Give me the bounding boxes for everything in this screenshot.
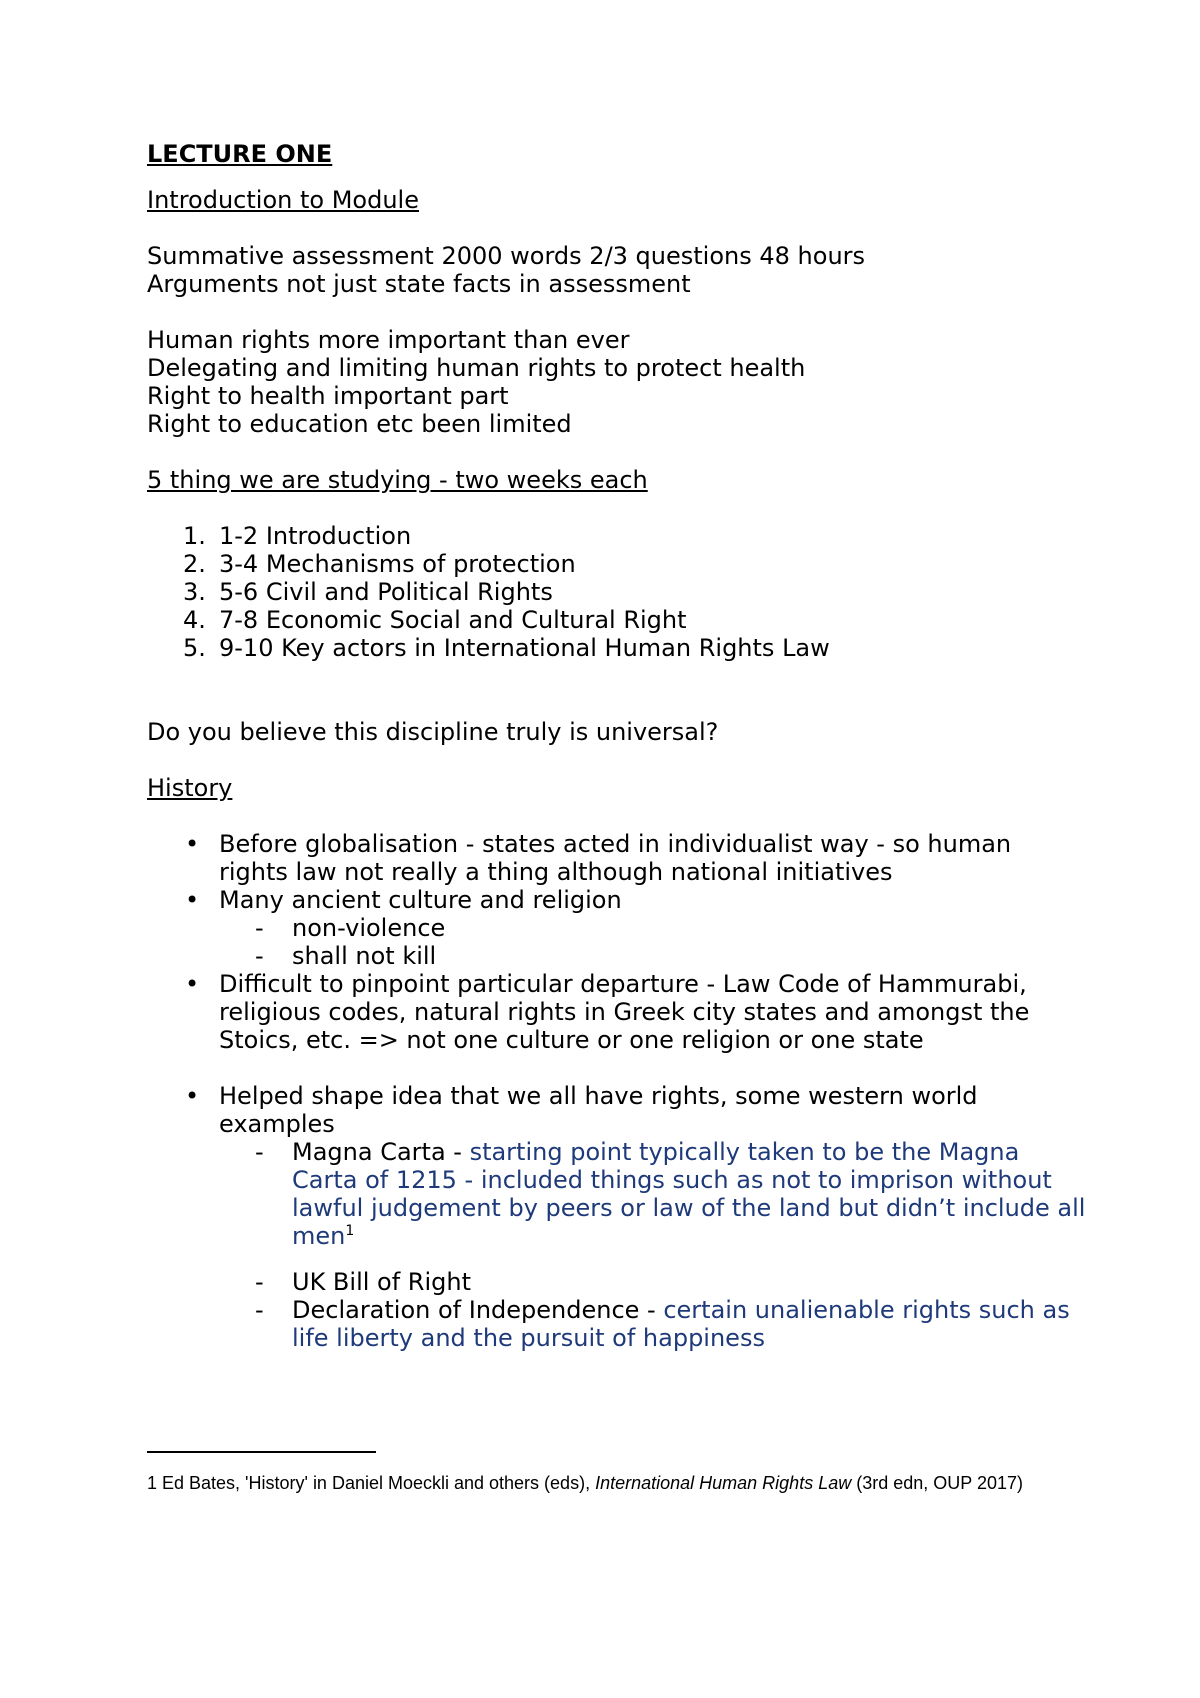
list-text: 5-6 Civil and Political Rights (219, 578, 553, 606)
lecture-title: LECTURE ONE (147, 140, 333, 168)
list-item (147, 522, 1087, 550)
bullet-icon: • (185, 1082, 200, 1110)
list-text: 9-10 Key actors in International Human Rights Law (219, 634, 830, 662)
magna-label: Magna Carta - (292, 1138, 470, 1166)
list-number: 2. (183, 550, 206, 578)
history-bullet-3: Difficult to pinpoint particular departure - Law Code of Hammurabi, religious codes, natural rights in Greek city states and amongst the Stoics, etc. => not one culture or one religion or one state (219, 970, 1030, 1054)
list-text: 3-4 Mechanisms of protection (219, 550, 576, 578)
list-item (147, 578, 1087, 606)
list-item (147, 634, 1087, 662)
assessment-line-2: Arguments not just state facts in assessment (147, 270, 691, 298)
dash-icon: - (255, 1268, 264, 1296)
sub-list (219, 914, 1087, 970)
dash-icon: - (255, 1296, 264, 1324)
list-number: 4. (183, 606, 206, 634)
footnote-book-title: International Human Rights Law (595, 1473, 852, 1493)
context-line-3: Right to health important part (147, 382, 509, 410)
bullet-icon: • (185, 970, 200, 998)
studying-heading: 5 thing we are studying - two weeks each (147, 466, 648, 494)
context-line-1: Human rights more important than ever (147, 326, 630, 354)
context-line-2: Delegating and limiting human rights to protect health (147, 354, 806, 382)
list-item (147, 606, 1087, 634)
bill-of-right: UK Bill of Right (292, 1268, 471, 1296)
list-number: 3. (183, 578, 206, 606)
dash-icon: - (255, 1138, 264, 1166)
list-number: 5. (183, 634, 206, 662)
list-text: 7-8 Economic Social and Cultural Right (219, 606, 687, 634)
footnote-ref[interactable]: 1 (345, 1223, 355, 1239)
list-item (147, 886, 1087, 970)
examples-list-2 (219, 1268, 1087, 1352)
assessment-line-1: Summative assessment 2000 words 2/3 questions 48 hours (147, 242, 866, 270)
universal-question: Do you believe this discipline truly is universal? (147, 718, 719, 746)
module-subtitle: Introduction to Module (147, 186, 419, 214)
dash-icon: - (255, 914, 264, 942)
list-item (147, 550, 1087, 578)
footnote-separator (147, 1451, 376, 1453)
history-list (147, 830, 1087, 1054)
footnote-text-pre: 1 Ed Bates, 'History' in Daniel Moeckli and others (eds), (147, 1473, 596, 1493)
list-text: 1-2 Introduction (219, 522, 412, 550)
sub-item: non-violence (292, 914, 446, 942)
list-item (219, 1138, 1087, 1250)
bullet-icon: • (185, 886, 200, 914)
magna-detail: starting point typically taken to be the Magna Carta of 1215 - included things such as not to imprison without lawful judgement by peers or law of the land but didn’t include all men (292, 1138, 1086, 1250)
list-item (219, 1268, 1087, 1296)
history-heading: History (147, 774, 233, 802)
footnote-text-post: (3rd edn, OUP 2017) (851, 1473, 1023, 1493)
list-item (219, 1296, 1087, 1352)
document-page (147, 140, 1087, 1352)
list-item (219, 914, 1087, 942)
list-item (147, 830, 1087, 886)
history-bullet-4: Helped shape idea that we all have rights, some western world examples (219, 1082, 978, 1138)
declaration-detail: certain unalienable rights such as life liberty and the pursuit of happiness (292, 1296, 1070, 1352)
context-line-4: Right to education etc been limited (147, 410, 572, 438)
history-list-2 (147, 1082, 1087, 1352)
examples-list (219, 1138, 1087, 1250)
list-item (147, 1082, 1087, 1352)
footnote (147, 1470, 1087, 1496)
history-bullet-1: Before globalisation - states acted in individualist way - so human rights law not really a thing although national initiatives (219, 830, 1012, 886)
list-item (219, 942, 1087, 970)
declaration-label: Declaration of Independence - (292, 1296, 664, 1324)
dash-icon: - (255, 942, 264, 970)
studying-list (147, 522, 1087, 662)
list-number: 1. (183, 522, 206, 550)
history-bullet-2: Many ancient culture and religion (219, 886, 622, 914)
sub-item: shall not kill (292, 942, 437, 970)
list-item (147, 970, 1087, 1054)
bullet-icon: • (185, 830, 200, 858)
